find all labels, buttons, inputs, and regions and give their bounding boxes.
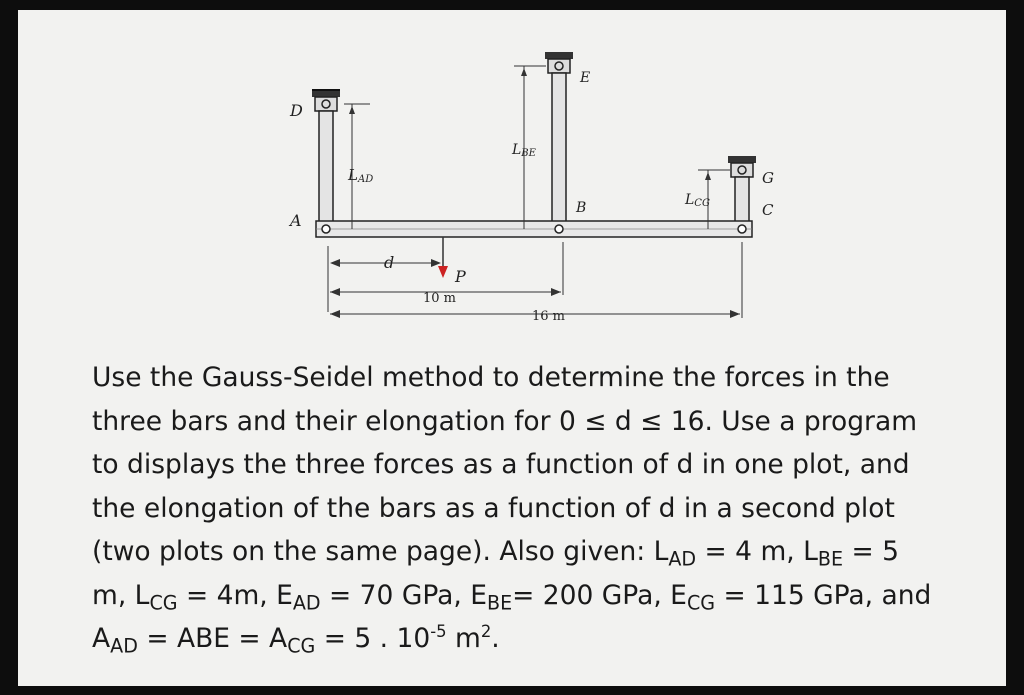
label-p-load: P [455,267,466,286]
problem-line: $A_{AD}$ = ABE = $A_{CG} = 5$ . $10^{-5}$ $m^2$. [92,621,500,658]
label-d-point: D [290,101,303,120]
bar-ad [319,111,333,231]
problem-line: Use the Gauss-Seidel method to determine the forces in the [92,362,890,393]
support-d [312,90,340,111]
support-g [728,156,756,177]
pin-c [738,225,746,233]
load-p-arrowhead [438,266,448,278]
problem-line: three bars and their elongation for 0 ≤ d ≤ 16. Use a program [92,405,918,437]
problem-line: the elongation of the bars as a function of d in a second plot [92,492,895,524]
problem-statement [92,356,992,661]
label-dimension-16m: 16 m [532,309,566,324]
label-g-point: G [762,169,774,187]
support-e [545,52,573,73]
label-l-cg: LCG [685,192,710,209]
problem-page [18,10,1006,686]
pin-b [555,225,563,233]
label-b-point: B [576,200,587,216]
label-l-be: LBE [512,142,536,159]
label-c-point: C [762,201,774,219]
problem-line: (two plots on the same page). Also given: $L_{AD} = 4$ m, $L_{BE} = 5$ [92,536,899,571]
pin-a [322,225,330,233]
label-a-point: A [290,211,302,230]
label-l-ad: LAD [348,166,374,185]
label-dimension-10m: 10 m [423,291,457,306]
problem-line: to displays the three forces as a function of d in one plot, and [92,449,910,480]
label-e-point: E [580,70,591,86]
label-d-distance: d [384,253,395,272]
bar-be [552,73,566,230]
problem-line: m, $L_{CG} = 4m$, $E_{AD} = 70$ GPa, $E_{BE}= 200$ GPa, $E_{CG} = 115$ GPa, and [92,579,932,614]
bar-system-figure [18,10,1006,350]
